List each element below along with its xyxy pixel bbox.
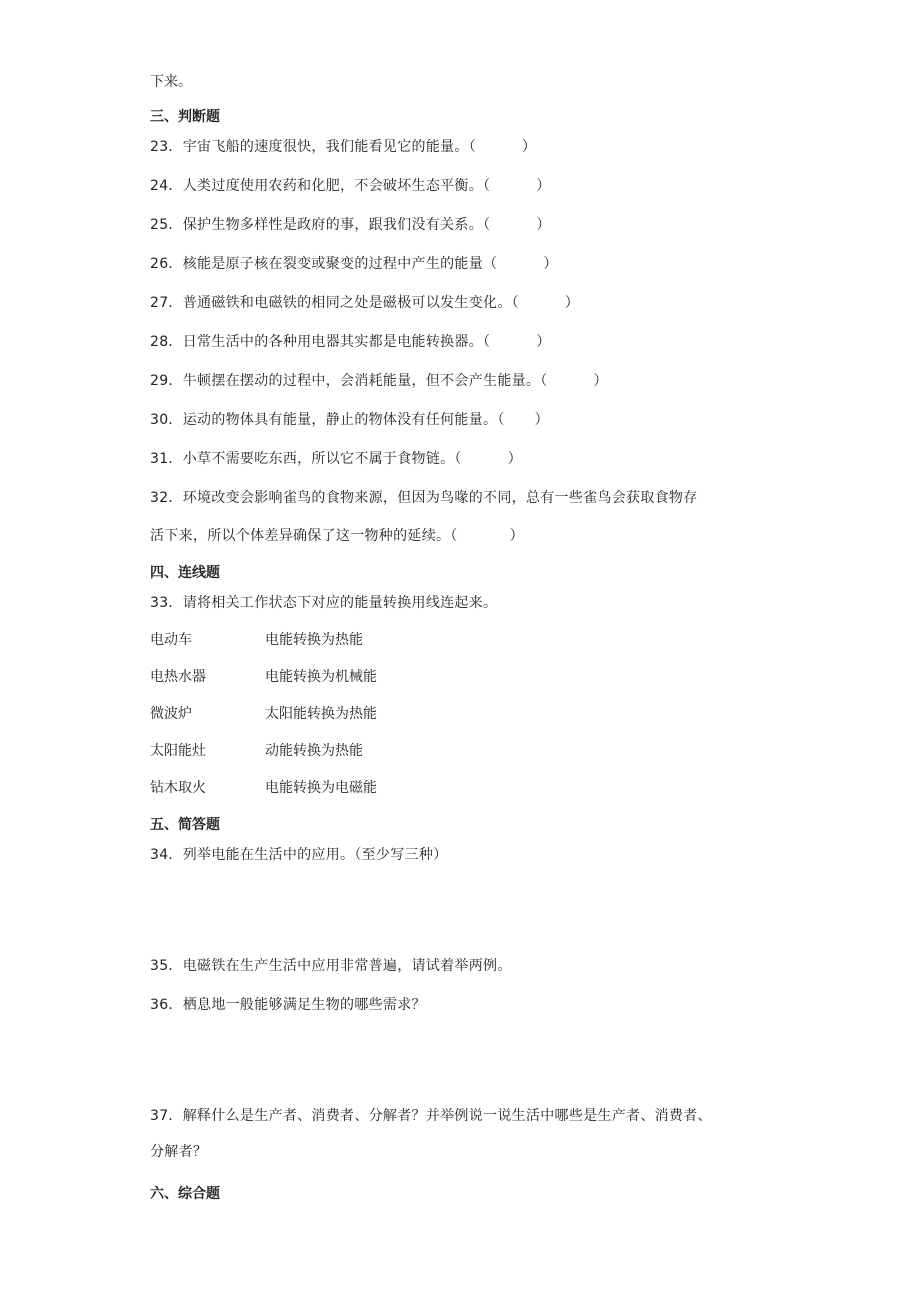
question-37: 37．解释什么是生产者、消费者、分解者？并举例说一说生活中哪些是生产者、消费者、 [150, 1108, 712, 1124]
match-left-item[interactable]: 钻木取火 [150, 780, 206, 796]
question-26: 26．核能是原子核在裂变或聚变的过程中产生的能量（ ） [150, 256, 558, 272]
match-right-item[interactable]: 电能转换为热能 [265, 632, 363, 648]
match-left-item[interactable]: 微波炉 [150, 706, 192, 722]
question-27: 27．普通磁铁和电磁铁的相同之处是磁极可以发生变化。（ ） [150, 295, 580, 311]
question-29: 29．牛顿摆在摆动的过程中，会消耗能量，但不会产生能量。（ ） [150, 373, 608, 389]
question-24: 24．人类过度使用农药和化肥，不会破坏生态平衡。（ ） [150, 178, 551, 194]
question-34: 34．列举电能在生活中的应用。（至少写三种） [150, 847, 448, 863]
section-6-title: 六、综合题 [150, 1186, 220, 1202]
match-right-item[interactable]: 电能转换为电磁能 [265, 780, 377, 796]
match-left-item[interactable]: 电热水器 [150, 669, 206, 685]
match-left-item[interactable]: 太阳能灶 [150, 743, 206, 759]
question-28: 28．日常生活中的各种用电器其实都是电能转换器。（ ） [150, 334, 551, 350]
match-left-item[interactable]: 电动车 [150, 632, 192, 648]
question-32: 32．环境改变会影响雀鸟的食物来源，但因为鸟喙的不同，总有一些雀鸟会获取食物存 [150, 490, 698, 506]
match-right-item[interactable]: 太阳能转换为热能 [265, 706, 377, 722]
section-5-title: 五、简答题 [150, 817, 220, 833]
question-32-continued: 活下来，所以个体差异确保了这一物种的延续。（ ） [150, 528, 524, 544]
question-35: 35．电磁铁在生产生活中应用非常普遍，请试着举两例。 [150, 958, 512, 974]
match-right-item[interactable]: 电能转换为机械能 [265, 669, 377, 685]
question-23: 23．宇宙飞船的速度很快，我们能看见它的能量。（ ） [150, 139, 537, 155]
question-30: 30．运动的物体具有能量，静止的物体没有任何能量。（ ） [150, 412, 549, 428]
match-right-item[interactable]: 动能转换为热能 [265, 743, 363, 759]
continuation-text: 下来。 [150, 74, 192, 90]
section-4-title: 四、连线题 [150, 565, 220, 581]
question-36: 36．栖息地一般能够满足生物的哪些需求？ [150, 997, 426, 1013]
question-31: 31．小草不需要吃东西，所以它不属于食物链。（ ） [150, 451, 523, 467]
question-33: 33．请将相关工作状态下对应的能量转换用线连起来。 [150, 595, 498, 611]
question-37-continued: 分解者？ [150, 1144, 208, 1160]
question-25: 25．保护生物多样性是政府的事，跟我们没有关系。（ ） [150, 217, 551, 233]
section-3-title: 三、判断题 [150, 109, 220, 125]
